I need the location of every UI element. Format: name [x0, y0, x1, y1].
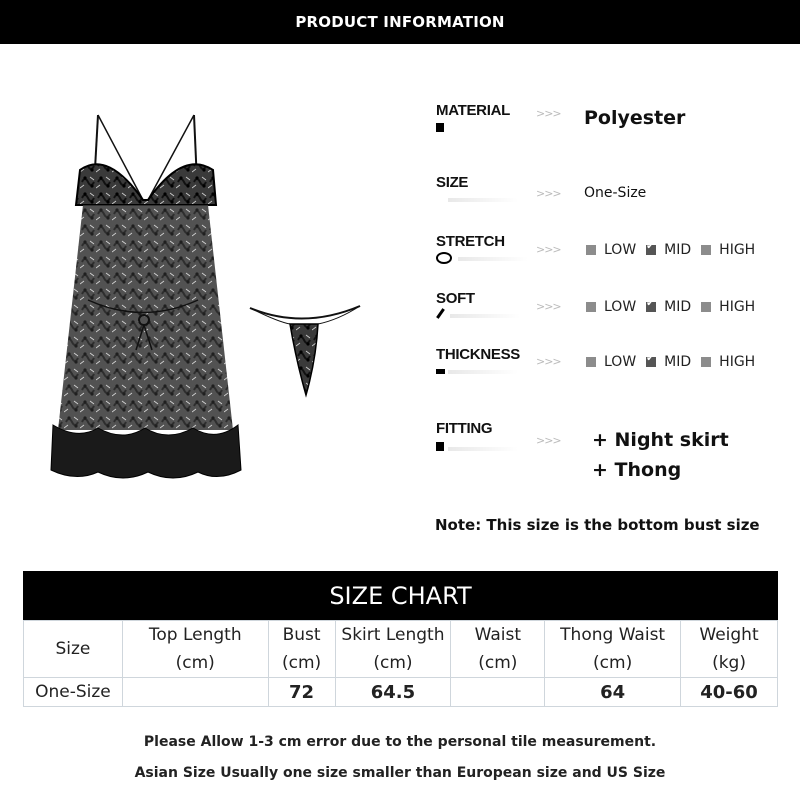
label-underline [458, 257, 528, 261]
soft-scale [586, 299, 765, 315]
night-skirt-image [48, 110, 243, 485]
level-low: LOW [604, 242, 637, 258]
cell-top-length [122, 678, 268, 707]
material-value: Polyester [584, 107, 686, 129]
page-header: PRODUCT INFORMATION [0, 0, 800, 44]
mid-check-icon [646, 302, 656, 312]
square-icon [436, 369, 445, 374]
cell-bust: 72 [268, 678, 335, 707]
stretch-scale [586, 242, 765, 258]
size-label: SIZE [436, 174, 469, 191]
spec-material [436, 102, 796, 142]
level-low: LOW [604, 354, 637, 370]
level-low: LOW [604, 299, 637, 315]
square-icon [436, 123, 444, 132]
fitting-item: + Thong [592, 459, 682, 481]
size-value: One-Size [584, 185, 647, 201]
size-note: Note: This size is the bottom bust size [435, 516, 760, 534]
mid-check-icon [646, 357, 656, 367]
label-underline [448, 198, 518, 202]
low-box-icon [586, 357, 596, 367]
level-mid: MID [664, 354, 692, 370]
size-chart-table [23, 620, 778, 707]
spec-size [436, 174, 796, 214]
footer-line-1: Please Allow 1-3 cm error due to the personal tile measurement. [143, 734, 657, 750]
spec-soft [436, 290, 796, 330]
mid-check-icon [646, 245, 656, 255]
header-weight: Weight (kg) [681, 621, 778, 678]
low-box-icon [586, 302, 596, 312]
spec-stretch [436, 233, 796, 273]
header-top-length: Top Length (cm) [122, 621, 268, 678]
cell-thong-waist: 64 [545, 678, 681, 707]
thickness-scale [586, 354, 765, 370]
ring-icon [436, 252, 452, 264]
fitting-label: FITTING [436, 420, 493, 437]
soft-label: SOFT [436, 290, 475, 307]
high-box-icon [701, 357, 711, 367]
header-bust: Bust (cm) [268, 621, 335, 678]
arrows-icon: >>> [536, 107, 561, 120]
thickness-label: THICKNESS [436, 346, 520, 363]
level-high: HIGH [719, 242, 756, 258]
cell-skirt-length: 64.5 [335, 678, 451, 707]
cell-size: One-Size [24, 678, 123, 707]
cell-waist [451, 678, 545, 707]
level-mid: MID [664, 299, 692, 315]
square-icon [436, 442, 444, 451]
table-row [24, 678, 778, 707]
low-box-icon [586, 245, 596, 255]
fitting-item: + Night skirt [592, 429, 729, 451]
level-mid: MID [664, 242, 692, 258]
size-chart-title: SIZE CHART [23, 571, 778, 620]
spec-thickness [436, 346, 796, 386]
label-underline [450, 314, 520, 318]
footer-line-2: Asian Size Usually one size smaller than European size and US Size [134, 765, 666, 781]
fitting-items [592, 425, 729, 485]
material-label: MATERIAL [436, 102, 510, 119]
high-box-icon [701, 302, 711, 312]
label-underline [448, 370, 518, 374]
table-header-row [24, 621, 778, 678]
header-thong-waist: Thong Waist (cm) [545, 621, 681, 678]
label-underline [448, 447, 518, 451]
header-skirt-length: Skirt Length (cm) [335, 621, 451, 678]
cell-weight: 40-60 [681, 678, 778, 707]
header-waist: Waist (cm) [451, 621, 545, 678]
level-high: HIGH [719, 299, 756, 315]
arrows-icon: >>> [536, 300, 561, 313]
arrows-icon: >>> [536, 434, 561, 447]
header-size: Size [24, 621, 123, 678]
arrows-icon: >>> [536, 243, 561, 256]
arrows-icon: >>> [536, 187, 561, 200]
arrows-icon: >>> [536, 355, 561, 368]
thong-image [248, 300, 363, 400]
stretch-label: STRETCH [436, 233, 505, 250]
level-high: HIGH [719, 354, 756, 370]
slash-icon [436, 308, 445, 319]
high-box-icon [701, 245, 711, 255]
